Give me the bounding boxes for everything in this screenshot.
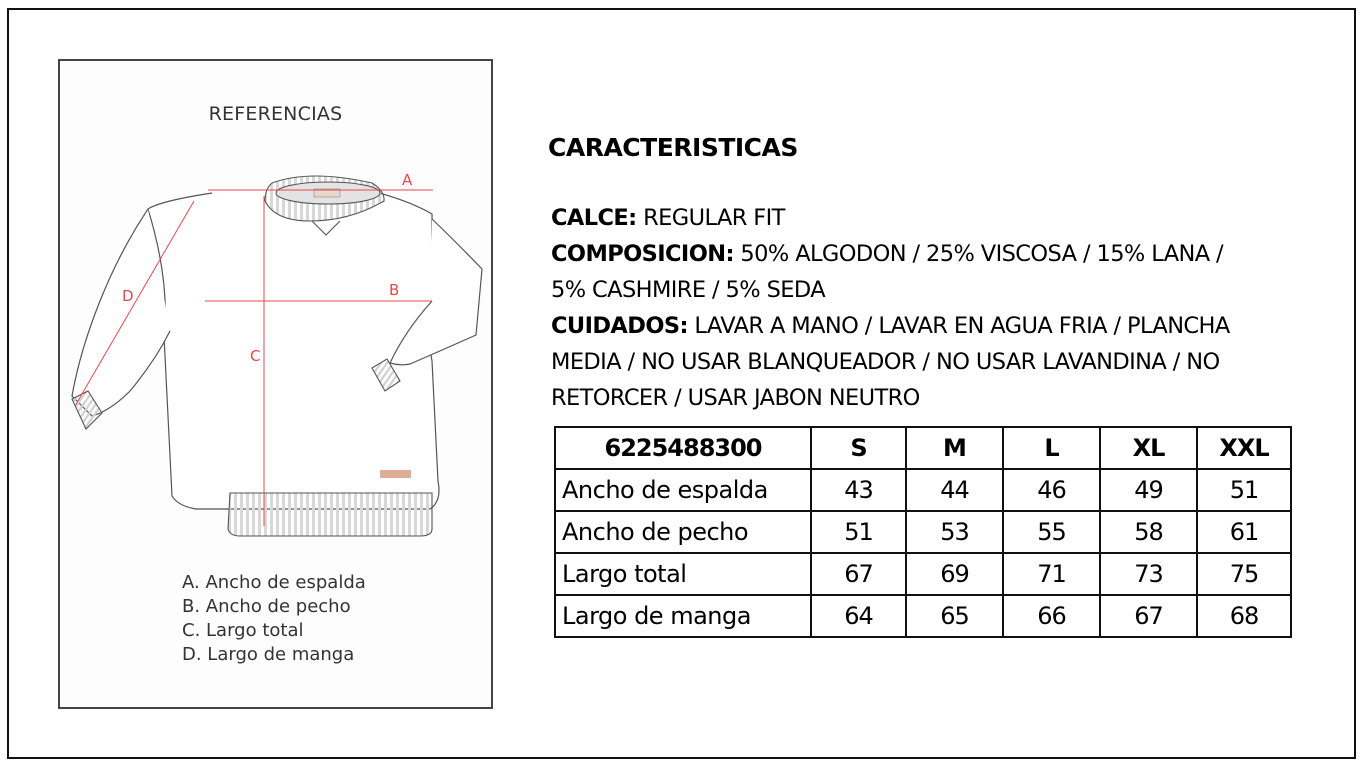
cell: 68 bbox=[1197, 595, 1291, 637]
legend-item-b: B. Ancho de pecho bbox=[182, 596, 351, 617]
legend-item-c: C. Largo total bbox=[182, 620, 304, 641]
spec-composicion bbox=[551, 236, 1291, 272]
marker-c: C bbox=[250, 347, 261, 365]
table-row bbox=[555, 469, 1291, 511]
cell: 43 bbox=[811, 469, 906, 511]
cell: 65 bbox=[906, 595, 1003, 637]
cell: 64 bbox=[811, 595, 906, 637]
table-row bbox=[555, 553, 1291, 595]
row-label: Largo de manga bbox=[555, 595, 811, 637]
references-card bbox=[58, 59, 493, 709]
table-row bbox=[555, 595, 1291, 637]
row-label: Ancho de espalda bbox=[555, 469, 811, 511]
cuidados-label: CUIDADOS: bbox=[551, 313, 688, 339]
legend-item-a: A. Ancho de espalda bbox=[182, 572, 366, 593]
size-l: L bbox=[1003, 427, 1100, 469]
calce-label: CALCE: bbox=[551, 205, 637, 231]
cell: 51 bbox=[1197, 469, 1291, 511]
cell: 49 bbox=[1100, 469, 1197, 511]
cell: 44 bbox=[906, 469, 1003, 511]
calce-value: REGULAR FIT bbox=[636, 205, 785, 231]
size-xxl: XXL bbox=[1197, 427, 1291, 469]
cuidados-line3: RETORCER / USAR JABON NEUTRO bbox=[551, 385, 920, 411]
cell: 73 bbox=[1100, 553, 1197, 595]
cell: 61 bbox=[1197, 511, 1291, 553]
cell: 66 bbox=[1003, 595, 1100, 637]
cell: 53 bbox=[906, 511, 1003, 553]
product-code: 6225488300 bbox=[555, 427, 811, 469]
composicion-line1: 50% ALGODON / 25% VISCOSA / 15% LANA / bbox=[733, 241, 1224, 267]
cuidados-line2: MEDIA / NO USAR BLANQUEADOR / NO USAR LAVANDINA / NO bbox=[551, 349, 1220, 375]
cuidados-line1: LAVAR A MANO / LAVAR EN AGUA FRIA / PLANCHA bbox=[687, 313, 1230, 339]
characteristics-section bbox=[548, 133, 798, 162]
marker-a: A bbox=[402, 171, 413, 189]
characteristics-title: CARACTERISTICAS bbox=[548, 133, 798, 162]
cell: 75 bbox=[1197, 553, 1291, 595]
composicion-line2: 5% CASHMIRE / 5% SEDA bbox=[551, 277, 826, 303]
cell: 69 bbox=[906, 553, 1003, 595]
size-table bbox=[554, 426, 1292, 638]
size-s: S bbox=[811, 427, 906, 469]
references-title: REFERENCIAS bbox=[208, 103, 343, 125]
size-xl: XL bbox=[1100, 427, 1197, 469]
spec-block bbox=[551, 200, 1291, 416]
spec-cuidados bbox=[551, 308, 1291, 344]
cell: 46 bbox=[1003, 469, 1100, 511]
size-table-header bbox=[555, 427, 1291, 469]
row-label: Ancho de pecho bbox=[555, 511, 811, 553]
marker-b: B bbox=[389, 281, 400, 299]
spec-calce bbox=[551, 200, 1291, 236]
cell: 67 bbox=[811, 553, 906, 595]
composicion-label: COMPOSICION: bbox=[551, 241, 734, 267]
size-m: M bbox=[906, 427, 1003, 469]
legend-item-d: D. Largo de manga bbox=[182, 644, 355, 665]
cell: 58 bbox=[1100, 511, 1197, 553]
cell: 55 bbox=[1003, 511, 1100, 553]
table-row bbox=[555, 511, 1291, 553]
cell: 51 bbox=[811, 511, 906, 553]
marker-d: D bbox=[122, 287, 134, 305]
cell: 71 bbox=[1003, 553, 1100, 595]
cell: 67 bbox=[1100, 595, 1197, 637]
row-label: Largo total bbox=[555, 553, 811, 595]
references-legend bbox=[182, 571, 366, 667]
